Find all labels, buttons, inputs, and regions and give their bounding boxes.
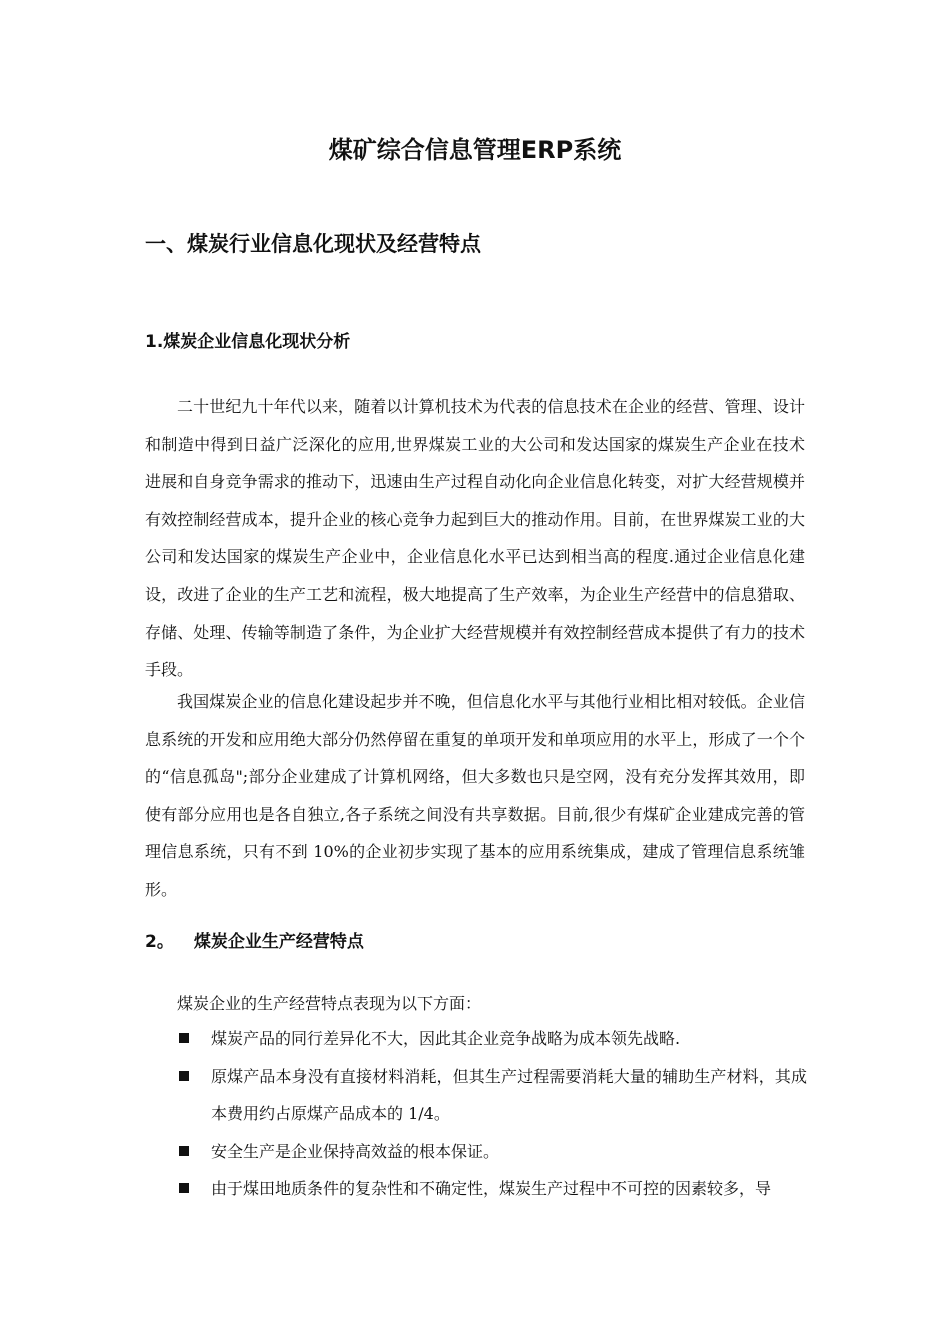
features-intro-text: 煤炭企业的生产经营特点表现为以下方面： — [177, 994, 482, 1013]
subsection-title: 煤炭企业生产经营特点 — [193, 932, 364, 952]
bullet-text: 原煤产品本身没有直接材料消耗，但其生产过程需要消耗大量的辅助生产材料，其成本费用约占原煤产品成本的 1/4。 — [211, 1066, 807, 1123]
bullet-item — [177, 1170, 807, 1208]
subsection-heading-informatization-analysis — [145, 329, 350, 355]
bullet-text: 由于煤田地质条件的复杂性和不确定性，煤炭生产过程中不可控的因素较多，导 — [211, 1179, 772, 1198]
square-bullet-icon — [179, 1146, 189, 1156]
bullet-text: 煤炭产品的同行差异化不大，因此其企业竞争战略为成本领先战略. — [211, 1029, 681, 1048]
paragraph-domestic-status: 我国煤炭企业的信息化建设起步并不晚，但信息化水平与其他行业相比相对较低。企业信息系统的开发和应用绝大部分仍然停留在重复的单项开发和单项应用的水平上，形成了一个个的“信息孤岛";部分企业建成了计算机网络，但大多数也只是空网，没有充分发挥其效用，即使有部分应用也是各自独立,各子系统之间没有共享数据。目前,很少有煤矿企业建成完善的管理信息系统，只有不到 10%的企业初步实现了基本的应用系统集成，建成了管理信息系统雏形。 — [145, 692, 805, 899]
bullet-item — [177, 1133, 807, 1171]
paragraph-informatization-history: 二十世纪九十年代以来，随着以计算机技术为代表的信息技术在企业的经营、管理、设计和制造中得到日益广泛深化的应用,世界煤炭工业的大公司和发达国家的煤炭生产企业在技术进展和自身竞争需求的推动下，迅速由生产过程自动化向企业信息化转变，对扩大经营规模并有效控制经营成本，提升企业的核心竞争力起到巨大的推动作用。目前，在世界煤炭工业的大公司和发达国家的煤炭生产企业中，企业信息化水平已达到相当高的程度.通过企业信息化建设，改进了企业的生产工艺和流程，极大地提高了生产效率，为企业生产经营中的信息猎取、存储、处理、传输等制造了条件，为企业扩大经营规模并有效控制经营成本提供了有力的技术手段。 — [145, 397, 805, 680]
subsection-title: 煤炭企业信息化现状分析 — [163, 332, 351, 352]
section-heading-industry-status: 一、煤炭行业信息化现状及经营特点 — [145, 232, 481, 256]
bullet-text: 安全生产是企业保持高效益的根本保证。 — [211, 1141, 500, 1161]
square-bullet-icon — [179, 1183, 189, 1193]
subsection-heading-production-features — [145, 929, 364, 955]
subsection-number: 1. — [145, 332, 164, 352]
square-bullet-icon — [179, 1033, 189, 1043]
square-bullet-icon — [179, 1071, 189, 1081]
bullet-item — [177, 1020, 807, 1058]
document-title: 煤矿综合信息管理ERP系统 — [328, 136, 622, 164]
subsection-number: 2。 — [145, 932, 174, 952]
bullet-item — [177, 1058, 807, 1133]
features-bullet-list — [177, 1020, 807, 1208]
